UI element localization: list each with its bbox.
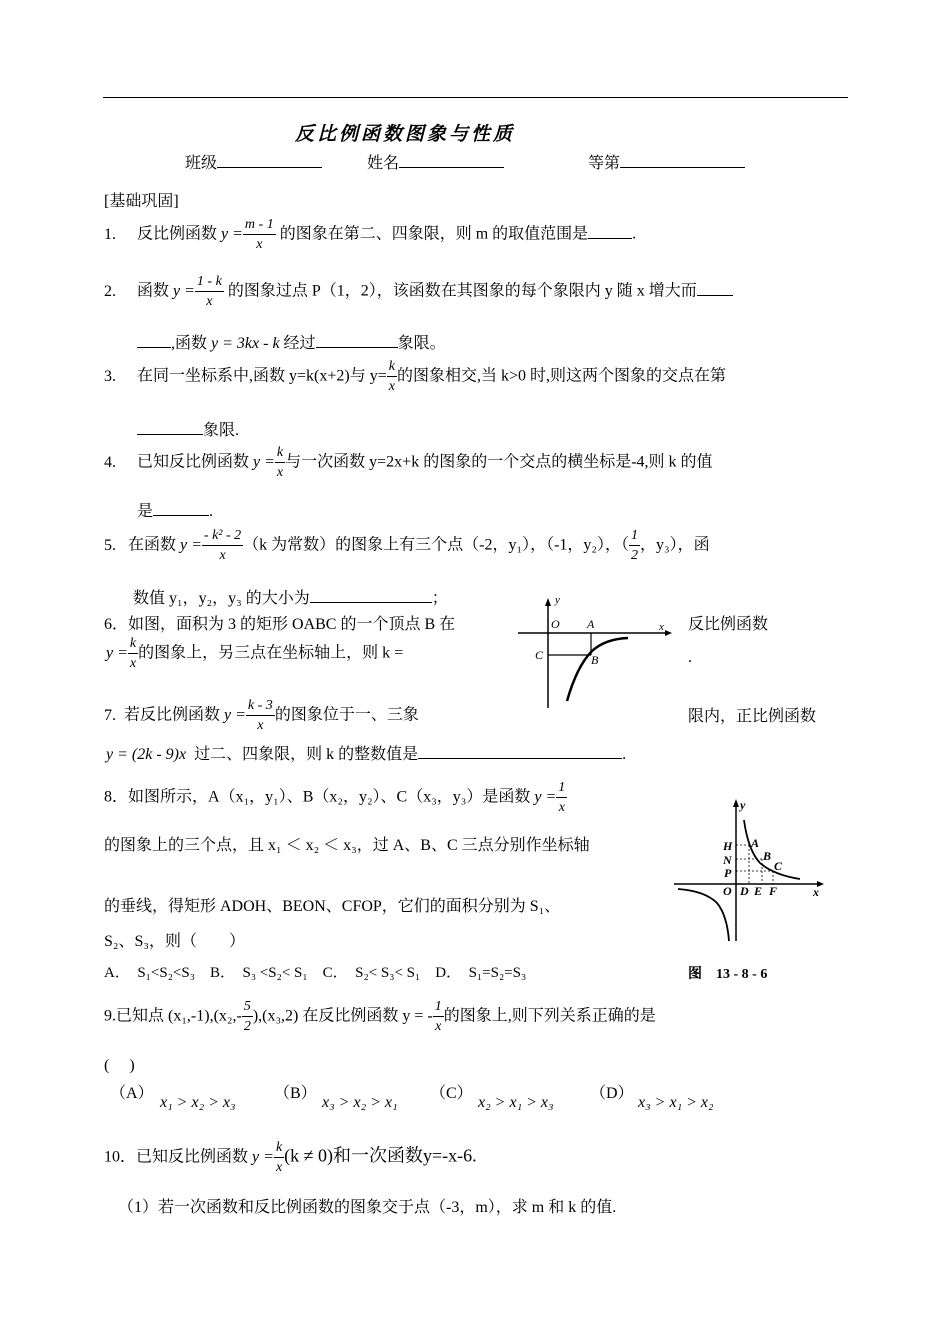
question-8-line2: 的图象上的三个点，且 x₁ ＜ x₂ ＜ x₃，过 A、B、C 三点分别作坐标轴	[104, 837, 590, 854]
question-8-options: A． S₁<S₂<S₃ B． S₃ <S₂< S₁ C． S₂< S₃< S₁ D． S₁=S₂=S₃	[104, 965, 527, 981]
question-8-line3: 的垂线，得矩形 ADOH、BEON、CFOP，它们的面积分别为 S₁、	[104, 898, 561, 915]
question-8-line4: S₂、S₃，则（ ）	[104, 933, 245, 950]
question-3-line2: 象限.	[137, 417, 239, 440]
figure-caption: 图 13 - 8 - 6	[688, 967, 768, 982]
figure-q6	[515, 596, 675, 712]
fraction: $\frac{m - 1}{x}$	[244, 217, 274, 252]
option-b: （B）	[274, 1085, 317, 1102]
hyperbola-branch	[567, 638, 628, 701]
question-7: 7. 若反比例函数 y = $\frac{k - 3}{x}$ 的图象位于一、三象	[104, 698, 419, 733]
question-3: 3. 在同一坐标系中,函数 y=k(x+2)与 y= $\frac{k}{x}$ 的图象相交,当 k>0 时,则这两个图象的交点在第	[104, 359, 726, 394]
label-y: y	[555, 596, 560, 606]
option-c-expr: x₂ > x₁ > x₃	[478, 1094, 554, 1111]
label-y: y	[740, 798, 746, 812]
question-6-right: 反比例函数	[688, 616, 769, 633]
question-2-line2: ,函数 y = 3kx - k 经过 象限。	[137, 330, 446, 353]
question-6-line2: y = $\frac{k}{x}$ 的图象上，另三点在坐标轴上，则 k =	[106, 636, 404, 671]
label-A: A	[751, 836, 760, 850]
option-d-expr: x₃ > x₁ > x₂	[638, 1094, 714, 1111]
question-9: 9.已知点 (x₁,-1),(x₂,- $\frac{5}{2}$ ),(x₃,2) 在反比例函数 y = - $\frac{1}{x}$ 的图象上,则下列关系正确的是	[104, 999, 656, 1034]
option-a: （A）	[110, 1085, 154, 1102]
page-title: 反比例函数图象与性质	[295, 123, 516, 145]
header-class: 班级	[185, 150, 322, 173]
label-H: H	[723, 839, 733, 853]
label-A: A	[587, 617, 595, 631]
question-4: 4. 已知反比例函数 y = $\frac{k}{x}$ 与一次函数 y=2x+k 的图象的一个交点的横坐标是-4,则 k 的值	[104, 445, 713, 480]
question-1: 1. 反比例函数 y = $\frac{m - 1}{x}$ 的图象在第二、四象限，则 m 的取值范围是 .	[104, 217, 637, 252]
question-7-right: 限内，正比例函数	[688, 708, 817, 725]
top-rule	[103, 97, 848, 98]
question-10: 10．已知反比例函数 y = $\frac{k}{x}$ (k ≠ 0)和一次函数y=-x-6.	[104, 1140, 477, 1175]
label-E: E	[754, 884, 763, 898]
label-N: N	[723, 853, 732, 867]
label-B: B	[591, 653, 599, 667]
question-5-line2: 数值 y₁，y₂，y₃ 的大小为 ；	[133, 590, 448, 607]
option-b-expr: x₃ > x₂ > x₁	[322, 1094, 398, 1111]
header-name: 姓名	[367, 150, 504, 173]
label-F: F	[769, 884, 778, 898]
question-10-part-1: （1）若一次函数和反比例函数的图象交于点（-3，m），求 m 和 k 的值.	[118, 1199, 617, 1216]
label-O: O	[723, 884, 732, 898]
label-B: B	[763, 849, 772, 863]
question-6-end: .	[688, 649, 692, 666]
option-a-expr: x₁ > x₂ > x₃	[160, 1094, 236, 1111]
label-O: O	[551, 617, 560, 631]
section-heading: [基础巩固]	[104, 193, 179, 210]
hyperbola-branch-2	[678, 889, 729, 941]
question-2: 2. 函数 y = $\frac{1 - k}{x}$ 的图象过点 P（1，2），该函数在其图象的每个象限内 y 随 x 增大而	[104, 275, 733, 309]
question-9-bracket: ( )	[104, 1057, 135, 1074]
label-x: x	[813, 885, 819, 899]
label-C: C	[774, 859, 783, 873]
figure-q8	[670, 795, 830, 945]
label-C: C	[535, 648, 544, 662]
question-6: 6．如图，面积为 3 的矩形 OABC 的一个顶点 B 在	[104, 616, 456, 633]
label-D: D	[740, 884, 749, 898]
header-grade: 等第	[588, 150, 745, 173]
question-8: 8．如图所示，A（x₁，y₁）、B（x₂，y₂）、C（x₃，y₃）是函数 y = $\frac{1}{x}$	[104, 780, 566, 815]
question-5: 5. 在函数 y = $\frac{\text{- k² - 2}}{x}$ （k 为常数）的图象上有三个点（-2，y₁），（-1，y₂），（ $\frac{1}{2}$ ，y₃），函	[104, 528, 710, 563]
label-x: x	[659, 621, 664, 633]
option-c: （C）	[430, 1085, 473, 1102]
option-d: （D）	[590, 1085, 634, 1102]
question-4-line2: 是 .	[137, 503, 214, 520]
label-P: P	[724, 866, 732, 880]
question-7-line2: y = (2k - 9)x 过二、四象限，则 k 的整数值是 .	[106, 746, 627, 763]
